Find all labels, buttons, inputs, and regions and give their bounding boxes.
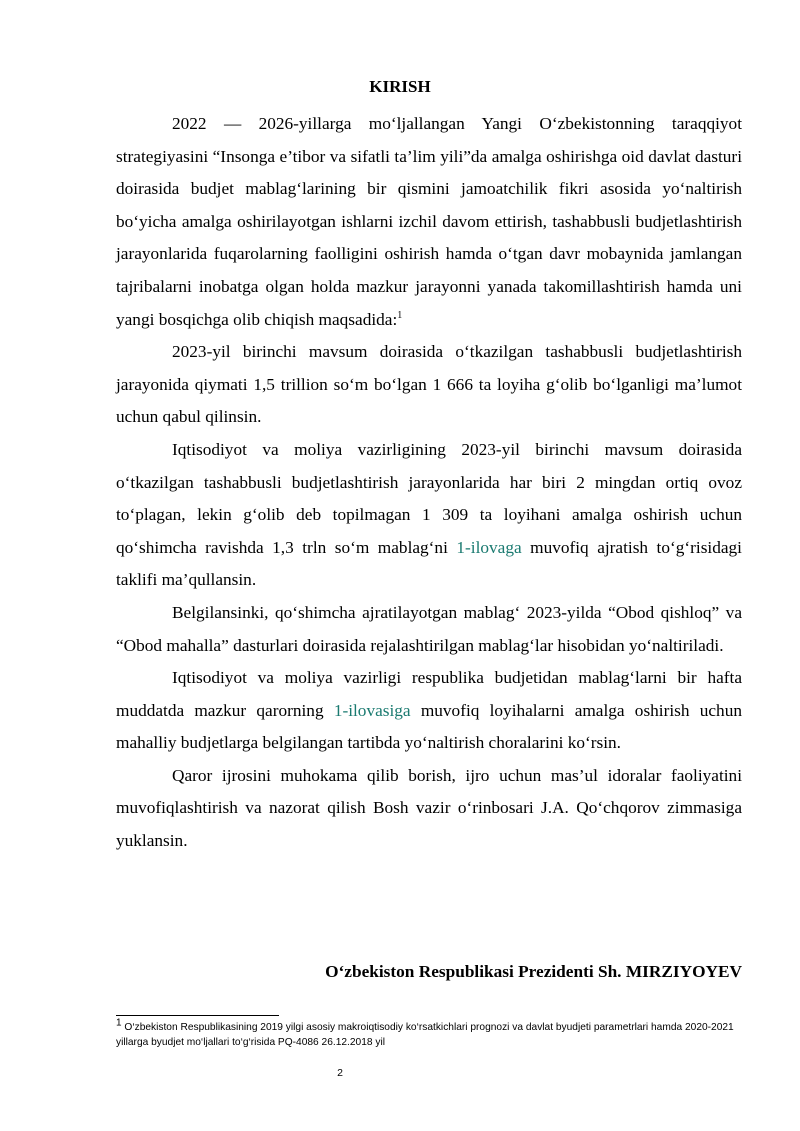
- paragraph-text: Iqtisodiyot va moliya vazirligining 2023-yil birinchi mavsum doirasida o‘tkazilgan tashabbusli budjetlashtirish jarayonlarida har biri 2 mingdan ortiq ovoz to‘plagan, lekin g‘olib deb topilmagan 1 309 ta loyihani amalga oshirish uchun qo‘shimcha ravishda 1,3 trln so‘m mablag‘ni: [116, 439, 742, 557]
- paragraph-3: [116, 434, 742, 597]
- paragraph-2: [116, 336, 742, 434]
- paragraph-text: muvofiq ajratish to‘g‘risidagi taklifi ma’qullansin.: [116, 537, 742, 590]
- paragraph-text: Belgilansinki, qo‘shimcha ajratilayotgan mablag‘ 2023-yilda “Obod qishloq” va “Obod mahalla” dasturlari doirasida rejalashtirilgan mablag‘lar hisobidan yo‘naltiriladi.: [116, 602, 742, 655]
- signature-line: O‘zbekiston Respublikasi Prezidenti Sh. MIRZIYOYEV: [325, 962, 742, 981]
- paragraph-text: Iqtisodiyot va moliya vazirligi respublika budjetidan mablag‘larni bir hafta muddatda mazkur qarorning: [116, 668, 742, 720]
- paragraph-4: [116, 597, 742, 662]
- footnote: [116, 1017, 756, 1050]
- paragraph-text: 2022 — 2026-yillarga mo‘ljallangan Yangi O‘zbekistonning taraqqiyot strategiyasini “Insonga e’tibor va sifatli ta’lim yili”da amalga oshirishga oid davlat dasturi doirasida budjet mablag‘larining bir qismini jamoatchilik fikri asosida yo‘naltirish bo‘yicha amalga oshirilayotgan ishlarni izchil davom ettirish, tashabbusli budjetlashtirish jarayonlarida fuqarolarning faolligini oshirish hamda o‘tgan davr mobaynida jamlangan tajribalarni inobatga olgan holda mazkur jarayonni yanada takomillashtirish hamda uni yangi bosqichga olib chiqish maqsadida:: [116, 114, 742, 329]
- appendix-1-link[interactable]: 1-ilovasiga: [333, 700, 411, 720]
- footnote-marker: 1: [116, 1017, 122, 1029]
- footnote-reference[interactable]: 1: [397, 309, 403, 321]
- paragraph-5: [116, 662, 742, 760]
- appendix-1-link[interactable]: 1-ilovaga: [456, 537, 522, 557]
- paragraph-text: Qaror ijrosini muhokama qilib borish, ijro uchun mas’ul idoralar faoliyatini muvofiqlashtirish va nazorat qilish Bosh vazir o‘rinbosari J.A. Qo‘chqorov zimmasiga yuklansin.: [116, 765, 742, 851]
- footnote-divider: [116, 1015, 279, 1016]
- page-number: 2: [337, 1067, 343, 1079]
- paragraph-6: [116, 760, 742, 858]
- paragraph-text: 2023-yil birinchi mavsum doirasida o‘tkazilgan tashabbusli budjetlashtirish jarayonida qiymati 1,5 trillion so‘m bo‘lgan 1 666 ta loyiha g‘olib bo‘lganligi ma’lumot uchun qabul qilinsin.: [116, 342, 742, 427]
- document-body: [116, 108, 742, 858]
- footnote-text: O‘zbekiston Respublikasining 2019 yilgi asosiy makroiqtisodiy ko‘rsatkichlari prognozi va davlat byudjeti parametrlari hamda 2020-2021 yillarga byudjet mo‘ljallari to‘g‘risida PQ-4086 26.12.2018 yil: [116, 1022, 734, 1048]
- document-title: KIRISH: [369, 77, 431, 96]
- paragraph-1: [116, 108, 742, 336]
- paragraph-text: muvofiq loyihalarni amalga oshirish uchun mahalliy budjetlarga belgilangan tartibda yo‘naltirish choralarini ko‘rsin.: [116, 700, 742, 753]
